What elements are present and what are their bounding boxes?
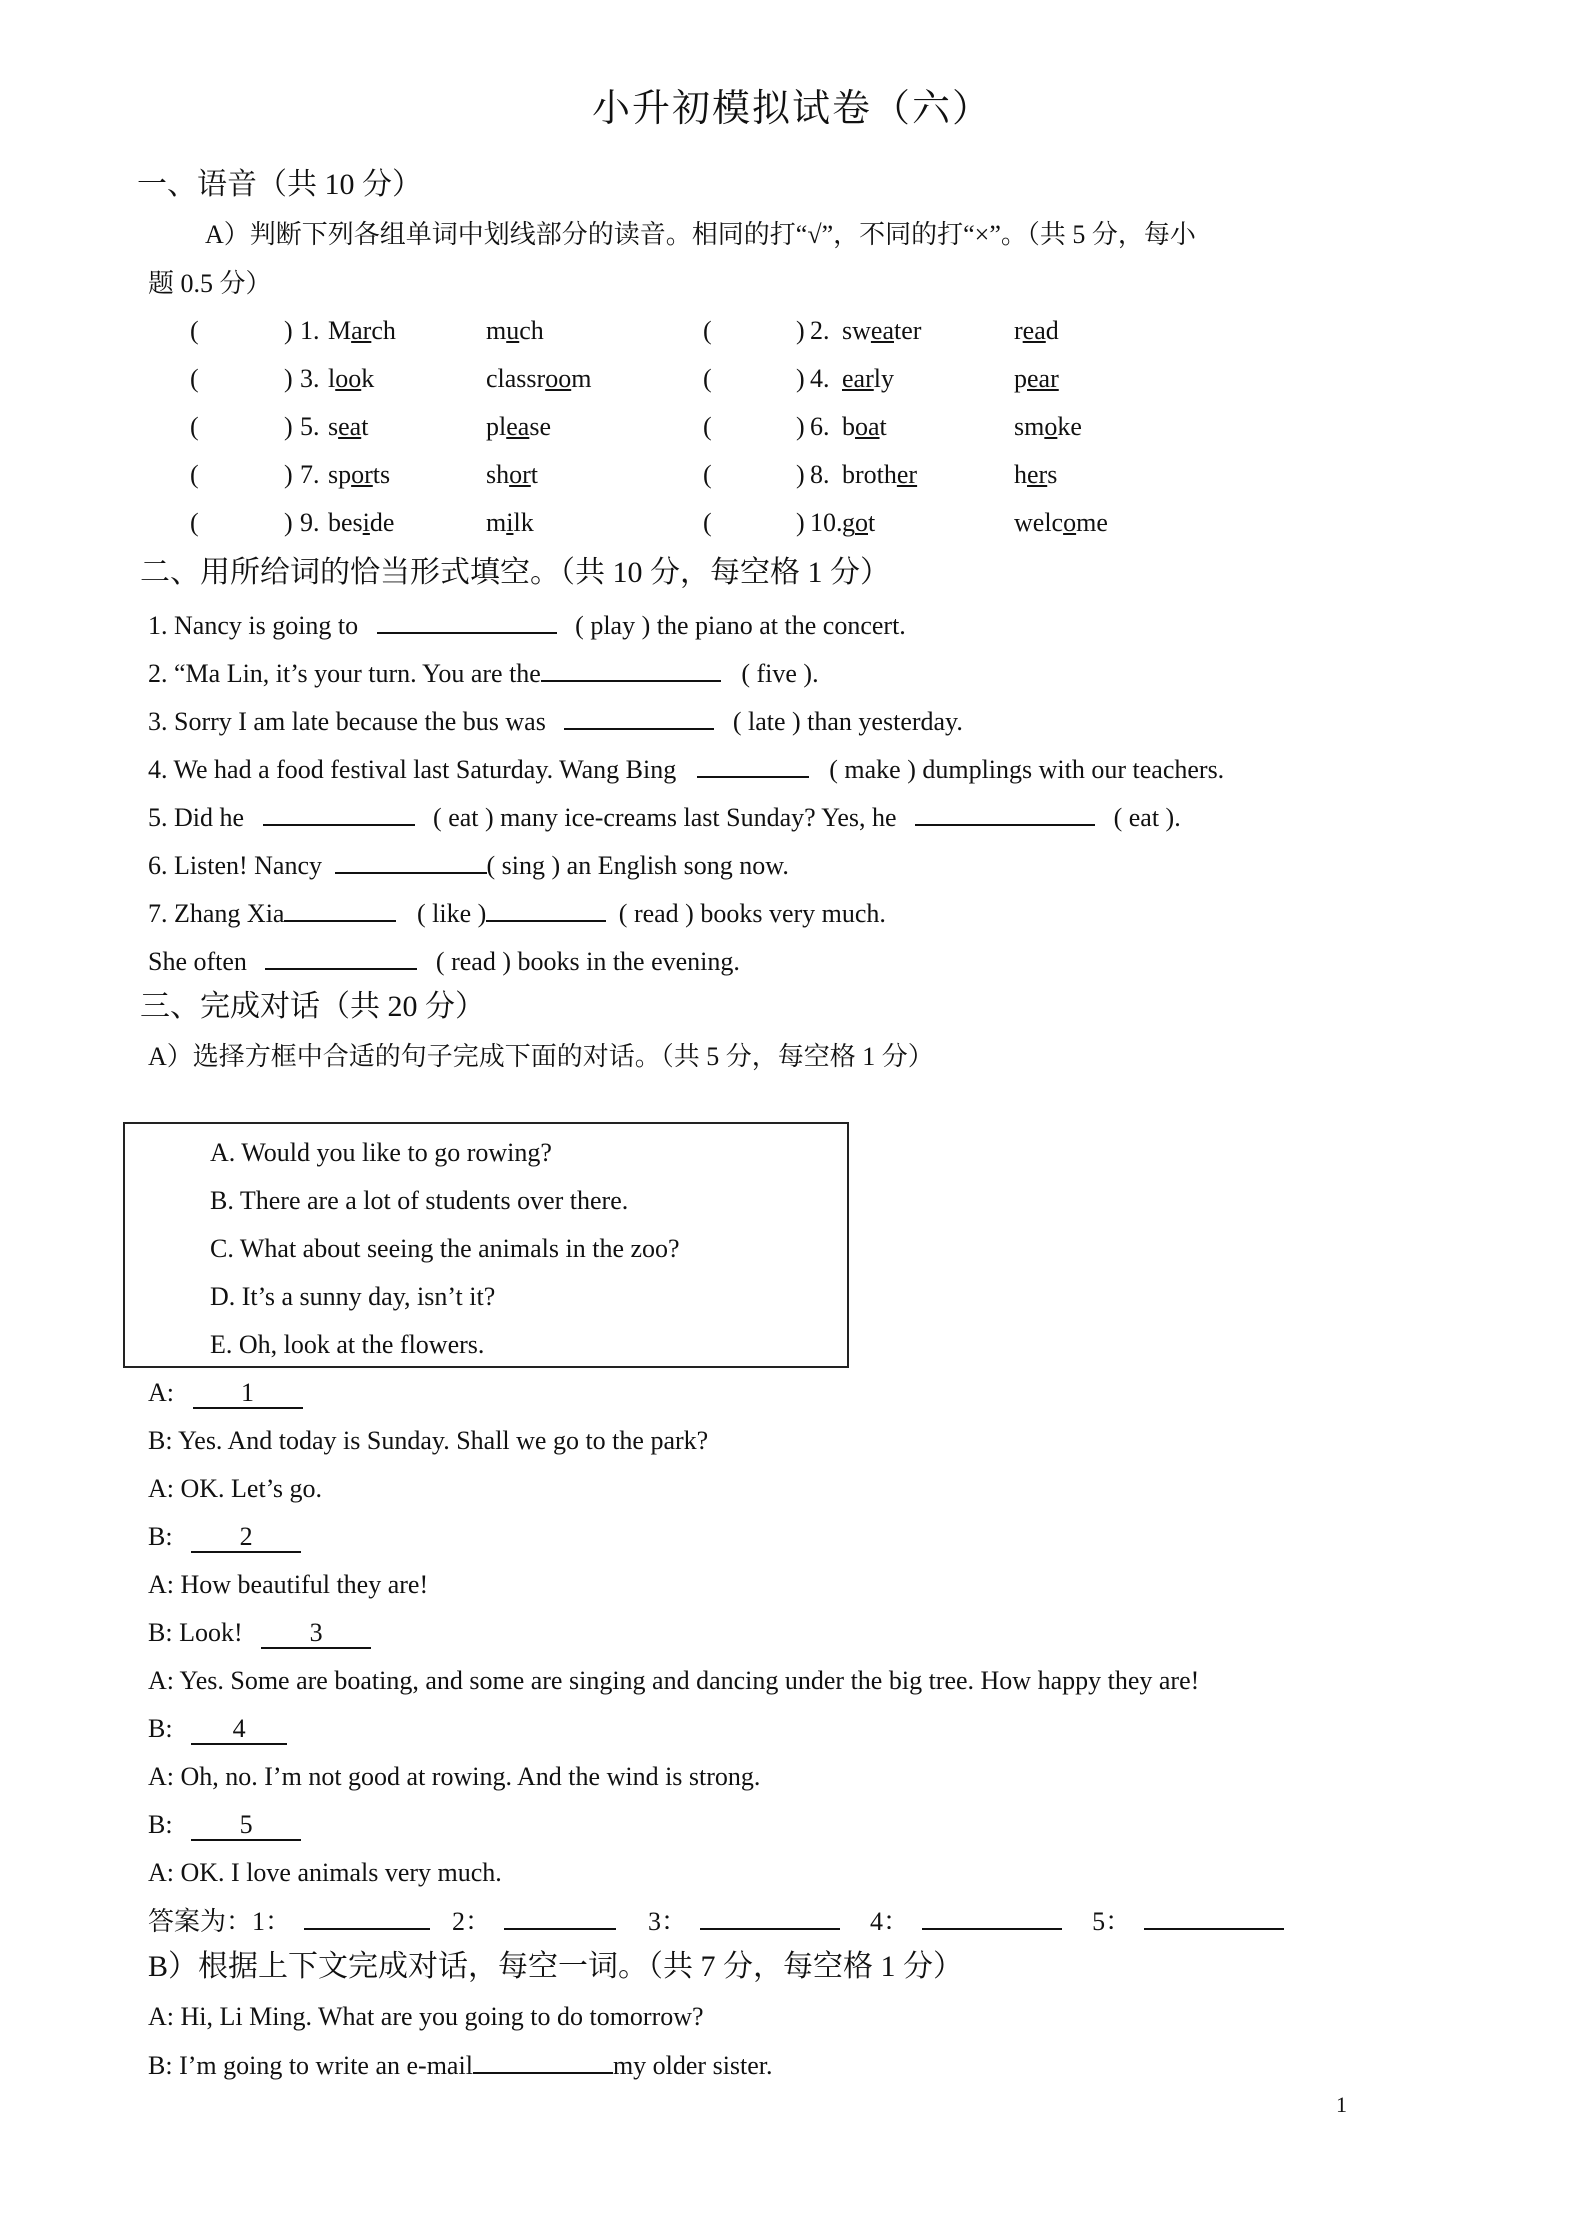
answer-row — [148, 1904, 1284, 1939]
question-text: 6. Listen! Nancy — [148, 851, 323, 880]
question-text: 5. Did he — [148, 803, 245, 832]
question-text: ( eat ). — [1113, 803, 1181, 832]
answer-paren-close: ) — [284, 412, 293, 441]
word-segment: ch — [371, 316, 396, 345]
word-segment: r — [1014, 316, 1023, 345]
section3-heading: 三、完成对话（共 20 分） — [140, 990, 485, 1023]
underlined-segment: i — [506, 508, 514, 537]
dialog-blank-1[interactable]: 1 — [193, 1379, 303, 1409]
answer-paren-open[interactable]: ( — [703, 460, 712, 489]
page-title: 小升初模拟试卷（六） — [591, 88, 992, 130]
answer-blank-2[interactable] — [504, 1904, 616, 1930]
item-number: 2. — [810, 316, 830, 345]
section1-instruction: A）判断下列各组单词中划线部分的读音。相同的打“√”，不同的打“×”。（共 5 分，每小 — [205, 220, 1196, 249]
word-segment: ly — [873, 364, 894, 393]
word-segment: t — [879, 412, 887, 441]
item-number: 1. — [300, 316, 320, 345]
word-segment: sp — [328, 460, 352, 489]
answer-paren-close: ) — [284, 508, 293, 537]
speaker-label: B: — [148, 1522, 173, 1551]
answer-blank[interactable] — [541, 656, 721, 682]
section1-heading: 一、语音（共 10 分） — [137, 168, 422, 201]
page-number: 1 — [1336, 2092, 1347, 2117]
answer-paren-close: ) — [796, 508, 805, 537]
word-segment: ts — [372, 460, 391, 489]
question-text: 4. We had a food festival last Saturday. Wang Bing — [148, 755, 677, 784]
underlined-segment: ear — [1027, 364, 1059, 393]
word-segment: d — [1045, 316, 1059, 345]
option-b: B. There are a lot of students over there. — [210, 1186, 629, 1215]
underlined-segment: er — [1027, 460, 1048, 489]
word-second — [1014, 458, 1057, 492]
answer-paren-open[interactable]: ( — [190, 460, 199, 489]
word-segment: sm — [1014, 412, 1045, 441]
dialog-b-line-2 — [148, 2048, 773, 2083]
answer-paren-close: ) — [796, 364, 805, 393]
question-text: 3. Sorry I am late because the bus was — [148, 707, 546, 736]
dialog-blank-3[interactable]: 3 — [261, 1619, 371, 1649]
word-segment: g — [842, 508, 855, 537]
word-segment: de — [369, 508, 395, 537]
word-second — [486, 506, 534, 540]
word-segment: bes — [328, 508, 363, 537]
word-segment: p — [1014, 364, 1027, 393]
word-segment: sh — [486, 460, 510, 489]
answer-paren-close: ) — [796, 460, 805, 489]
question-text: She often — [148, 947, 247, 976]
dialog-line — [148, 1520, 301, 1554]
answer-paren-open[interactable]: ( — [190, 508, 199, 537]
question-text: ( late ) than yesterday. — [732, 707, 963, 736]
word-first — [842, 458, 917, 492]
word-segment: m — [486, 508, 507, 537]
dialog-line: B: Yes. And today is Sunday. Shall we go to the park? — [148, 1426, 709, 1455]
answer-blank-5[interactable] — [1144, 1904, 1284, 1930]
answer-paren-open[interactable]: ( — [703, 364, 712, 393]
word-segment: m — [486, 316, 507, 345]
answer-label: 5： — [1092, 1907, 1132, 1936]
section1-instruction-cont: 题 0.5 分） — [148, 269, 272, 298]
underlined-segment: o — [1044, 412, 1058, 441]
word-segment: ch — [519, 316, 544, 345]
question-text: ( read ) books in the evening. — [435, 947, 740, 976]
word-segment: t — [361, 412, 369, 441]
word-first — [328, 458, 390, 492]
answer-blank-3[interactable] — [700, 1904, 840, 1930]
fill-question-5 — [148, 800, 1181, 835]
answer-paren-close: ) — [284, 460, 293, 489]
speaker-label: B: — [148, 1714, 173, 1743]
word-first — [842, 314, 921, 348]
word-second — [486, 458, 538, 492]
section2-heading: 二、用所给词的恰当形式填空。（共 10 分，每空格 1 分） — [140, 556, 890, 589]
word-segment: s — [328, 412, 339, 441]
word-segment: M — [328, 316, 352, 345]
underlined-segment: i — [362, 508, 370, 537]
speaker-label: B: Look! — [148, 1618, 243, 1647]
word-segment: h — [1014, 460, 1027, 489]
word-second — [1014, 410, 1082, 444]
dialog-line — [148, 1712, 287, 1746]
item-number: 5. — [300, 412, 320, 441]
word-segment: se — [529, 412, 551, 441]
option-e: E. Oh, look at the flowers. — [210, 1330, 485, 1359]
underlined-segment: o — [855, 508, 868, 537]
question-text: ( eat ) many ice-creams last Sunday? Yes, he — [433, 803, 897, 832]
answer-blank[interactable] — [486, 896, 606, 922]
item-number: 8. — [810, 460, 830, 489]
underlined-segment: or — [351, 460, 373, 489]
item-number: 6. — [810, 412, 830, 441]
answer-paren-open[interactable]: ( — [703, 412, 712, 441]
option-d: D. It’s a sunny day, isn’t it? — [210, 1282, 496, 1311]
fill-question-7-cont — [148, 944, 740, 979]
answer-paren-close: ) — [796, 316, 805, 345]
dialog-line — [148, 1376, 303, 1410]
dialog-line: A: OK. I love animals very much. — [148, 1858, 502, 1887]
answer-blank[interactable] — [377, 608, 557, 634]
answer-paren-open[interactable]: ( — [190, 364, 199, 393]
word-segment: ter — [894, 316, 922, 345]
word-segment: s — [1047, 460, 1058, 489]
word-second — [486, 362, 591, 396]
word-segment: me — [1076, 508, 1108, 537]
underlined-segment: er — [896, 460, 918, 489]
answer-blank[interactable] — [265, 944, 417, 970]
answer-blank[interactable] — [473, 2048, 613, 2074]
dialog-line — [148, 1616, 371, 1650]
word-segment: welc — [1014, 508, 1064, 537]
dialog-line: A: Oh, no. I’m not good at rowing. And the wind is strong. — [148, 1762, 761, 1791]
item-number: 10. — [810, 508, 843, 537]
option-a: A. Would you like to go rowing? — [210, 1138, 552, 1167]
dialog-line: A: How beautiful they are! — [148, 1570, 429, 1599]
answer-paren-open[interactable]: ( — [703, 316, 712, 345]
word-second — [486, 410, 551, 444]
answer-blank[interactable] — [335, 848, 487, 874]
underlined-segment: ea — [338, 412, 362, 441]
section3-instruction-a: A）选择方框中合适的句子完成下面的对话。（共 5 分，每空格 1 分） — [148, 1042, 934, 1071]
word-first — [328, 410, 368, 444]
question-text: 7. Zhang Xia — [148, 899, 285, 928]
item-number: 9. — [300, 508, 320, 537]
word-segment: classr — [486, 364, 546, 393]
item-number: 4. — [810, 364, 830, 393]
answer-paren-open[interactable]: ( — [190, 316, 199, 345]
question-text: 2. “Ma Lin, it’s your turn. You are the — [148, 659, 541, 688]
word-first — [328, 362, 374, 396]
word-segment: broth — [842, 460, 897, 489]
answer-blank[interactable] — [263, 800, 415, 826]
word-segment: t — [868, 508, 876, 537]
answer-blank-4[interactable] — [922, 1904, 1062, 1930]
word-first — [328, 314, 396, 348]
speaker-label: B: — [148, 1810, 173, 1839]
item-number: 7. — [300, 460, 320, 489]
underlined-segment: u — [506, 316, 520, 345]
word-second — [1014, 362, 1059, 396]
word-segment: m — [571, 364, 592, 393]
underlined-segment: ea — [506, 412, 530, 441]
dialog-blank-2[interactable]: 2 — [191, 1523, 301, 1553]
fill-question-6 — [148, 848, 789, 883]
answer-paren-open[interactable]: ( — [190, 412, 199, 441]
answer-paren-open[interactable]: ( — [703, 508, 712, 537]
question-text: B: I’m going to write an e-mail — [148, 2051, 473, 2080]
word-second — [1014, 314, 1059, 348]
answer-blank[interactable] — [284, 896, 396, 922]
answer-paren-close: ) — [284, 364, 293, 393]
underlined-segment: or — [509, 460, 531, 489]
underlined-segment: ea — [870, 316, 894, 345]
question-text: 1. Nancy is going to — [148, 611, 359, 640]
word-first — [328, 506, 394, 540]
word-first — [842, 506, 875, 540]
question-text: my older sister. — [612, 2051, 773, 2080]
answer-label: 3： — [648, 1907, 688, 1936]
word-segment: l — [328, 364, 336, 393]
answer-label: 答案为：1： — [148, 1907, 292, 1936]
underlined-segment: oa — [855, 412, 880, 441]
word-segment: ke — [1057, 412, 1082, 441]
underlined-segment: o — [1063, 508, 1077, 537]
fill-question-7 — [148, 896, 886, 931]
dialog-blank-5[interactable]: 5 — [191, 1811, 301, 1841]
answer-paren-close: ) — [796, 412, 805, 441]
underlined-segment: ear — [842, 364, 874, 393]
dialog-line — [148, 1808, 301, 1842]
speaker-label: A: — [148, 1378, 174, 1407]
question-text: ( sing ) an English song now. — [486, 851, 789, 880]
word-segment: b — [842, 412, 855, 441]
option-c: C. What about seeing the animals in the zoo? — [210, 1234, 680, 1263]
answer-blank[interactable] — [697, 752, 809, 778]
question-text: ( five ). — [741, 659, 819, 688]
word-first — [842, 410, 887, 444]
answer-label: 2： — [452, 1907, 492, 1936]
fill-question-2 — [148, 656, 819, 691]
word-segment: t — [530, 460, 539, 489]
underlined-segment: ea — [1022, 316, 1046, 345]
fill-question-1 — [148, 608, 906, 643]
answer-blank[interactable] — [564, 704, 714, 730]
dialog-blank-4[interactable]: 4 — [191, 1715, 287, 1745]
question-text: ( read ) books very much. — [618, 899, 886, 928]
underlined-segment: oo — [545, 364, 572, 393]
word-segment: sw — [842, 316, 871, 345]
word-first — [842, 362, 894, 396]
word-second — [486, 314, 544, 348]
fill-question-3 — [148, 704, 963, 739]
fill-question-4 — [148, 752, 1224, 787]
question-text: ( play ) the piano at the concert. — [575, 611, 906, 640]
section3-instruction-b: B）根据上下文完成对话，每空一词。（共 7 分，每空格 1 分） — [148, 1950, 964, 1983]
dialog-line: A: OK. Let’s go. — [148, 1474, 323, 1503]
word-segment: pl — [486, 412, 507, 441]
answer-blank[interactable] — [915, 800, 1095, 826]
question-text: ( make ) dumplings with our teachers. — [829, 755, 1225, 784]
word-segment: lk — [513, 508, 534, 537]
word-second — [1014, 506, 1108, 540]
dialog-b-line-1: A: Hi, Li Ming. What are you going to do tomorrow? — [148, 2002, 704, 2031]
dialog-line: A: Yes. Some are boating, and some are singing and dancing under the big tree. How happy they are! — [148, 1666, 1200, 1695]
item-number: 3. — [300, 364, 320, 393]
answer-blank-1[interactable] — [304, 1904, 430, 1930]
question-text: ( like ) — [416, 899, 487, 928]
underlined-segment: ar — [351, 316, 372, 345]
answer-label: 4： — [870, 1907, 910, 1936]
underlined-segment: oo — [335, 364, 362, 393]
word-segment: k — [361, 364, 375, 393]
answer-paren-close: ) — [284, 316, 293, 345]
